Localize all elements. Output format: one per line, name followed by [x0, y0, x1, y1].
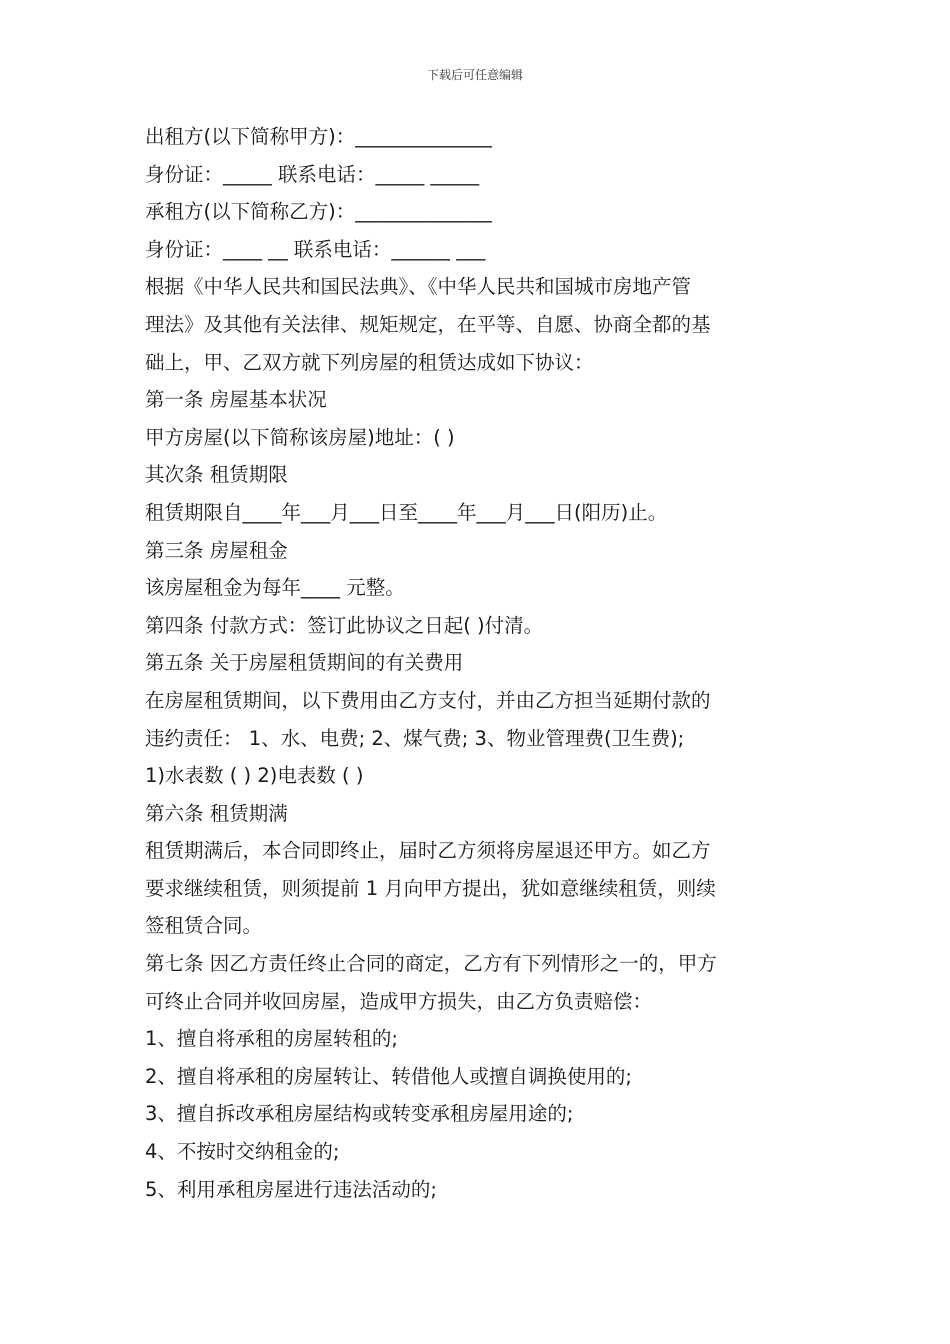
text-line: 础上，甲、乙双方就下列房屋的租赁达成如下协议： [145, 350, 594, 374]
text-line: 身份证：____ __ 联系电话：______ ___ [145, 237, 486, 261]
text-line: 该房屋租金为每年____ 元整。 [145, 576, 405, 600]
text-line: 承租方(以下简称乙方)：______________ [145, 200, 492, 224]
text-line: 身份证：_____ 联系电话：_____ _____ [145, 162, 480, 186]
article-heading: 第一条 房屋基本状况 [145, 388, 327, 412]
article-heading: 其次条 租赁期限 [145, 463, 288, 487]
text-line: 理法》及其他有关法律、规矩规定，在平等、自愿、协商全都的基 [145, 312, 711, 336]
text-line: 出租方(以下简称甲方)：______________ [145, 125, 492, 148]
article-heading: 第五条 关于房屋租赁期间的有关费用 [145, 651, 464, 675]
text-line: 可终止合同并收回房屋，造成甲方损失，由乙方负责赔偿： [145, 989, 653, 1013]
text-line: 在房屋租赁期间，以下费用由乙方支付，并由乙方担当延期付款的 [145, 688, 711, 712]
contract-body [145, 118, 810, 1208]
text-line: 1)水表数 ( ) 2)电表数 ( ) [145, 764, 364, 788]
list-item: 1、擅自将承租的房屋转租的; [145, 1027, 398, 1051]
article-heading: 第六条 租赁期满 [145, 801, 288, 825]
text-line: 违约责任： 1、水、电费; 2、煤气费; 3、物业管理费(卫生费); [145, 726, 685, 750]
header-note: 下载后可任意编辑 [426, 68, 523, 82]
list-item: 3、擅自拆改承租房屋结构或转变承租房屋用途的; [145, 1102, 574, 1126]
list-item: 5、利用承租房屋进行违法活动的; [145, 1177, 437, 1201]
text-line: 租赁期限自____年___月___日至____年___月___日(阳历)止。 [145, 500, 668, 524]
article-heading: 第三条 房屋租金 [145, 538, 288, 562]
list-item: 2、擅自将承租的房屋转让、转借他人或擅自调换使用的; [145, 1064, 632, 1088]
list-item: 4、不按时交纳租金的; [145, 1140, 340, 1164]
article-heading: 第四条 付款方式：签订此协议之日起( )付清。 [145, 613, 544, 637]
text-line: 要求继续租赁，则须提前 1 月向甲方提出，犹如意继续租赁，则续 [145, 876, 716, 900]
article-heading: 第七条 因乙方责任终止合同的商定，乙方有下列情形之一的，甲方 [145, 952, 717, 976]
text-line: 根据《中华人民共和国民法典》、《中华人民共和国城市房地产管 [145, 275, 692, 299]
text-line: 甲方房屋(以下简称该房屋)地址：( ) [145, 425, 455, 449]
text-line: 签租赁合同。 [145, 914, 263, 938]
text-line: 租赁期满后，本合同即终止，届时乙方须将房屋退还甲方。如乙方 [145, 839, 711, 863]
